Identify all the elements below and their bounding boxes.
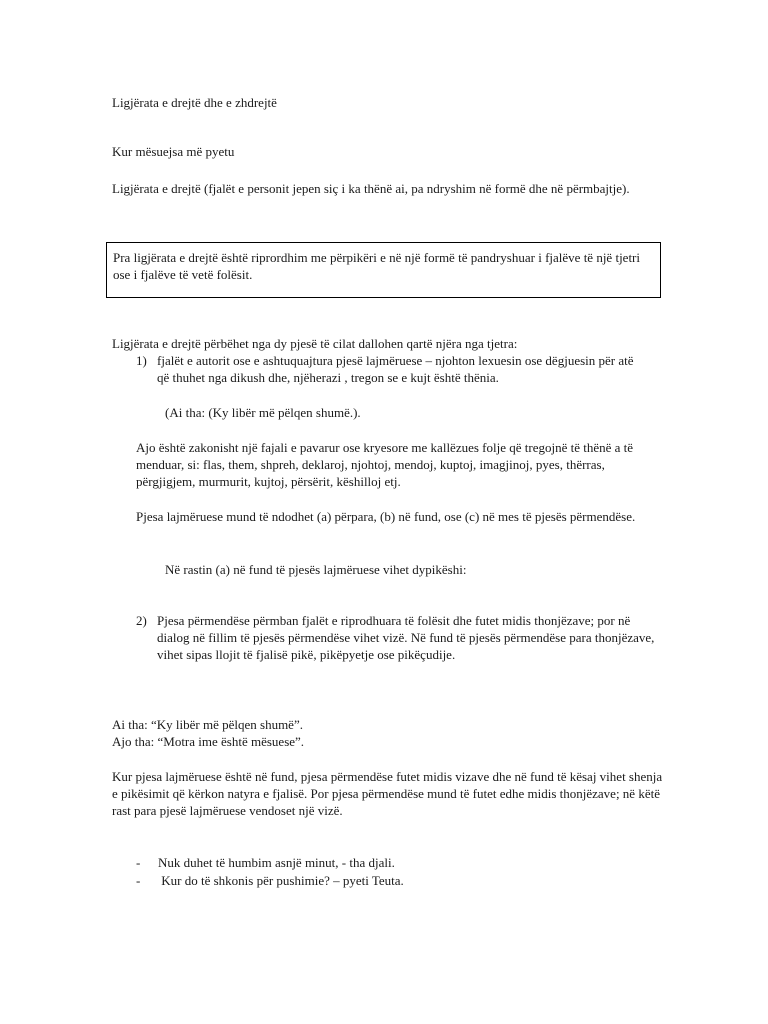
usage-paragraph: Ajo është zakonisht një fajali e pavarur ose kryesore me kallëzues folje që tregojnë të thënë a të menduar, si: flas, them, shpreh, deklaroj, njohtoj, mendoj, kuptoj, imagjinoj, pyes, thërras, përgjigjem, murmurit, kujtoj, përsërit, këshilloj etj. — [136, 440, 634, 489]
boxed-note — [106, 242, 661, 298]
dialog-line-2: Kur do të shkonis për pushimie? – pyeti Teuta. — [158, 873, 404, 888]
end-paragraph: Kur pjesa lajmëruese është në fund, pjesa përmendëse futet midis vizave dhe në fund të kësaj vihet shenja e pikësimit që kërkon natyra e fjalisë. Por pjesa përmendëse mund të futet edhe midis thonjëzave; në këtë rast para pjesë lajmëruese vendoset një vizë. — [112, 769, 663, 818]
item-1-example: (Ai tha: (Ky libër më pëlqen shumë.). — [165, 405, 361, 420]
dialog-dash-1: - — [136, 855, 141, 870]
dialog-line-1: Nuk duhet të humbim asnjë minut, - tha djali. — [158, 855, 395, 870]
item-1-number: 1) — [136, 353, 147, 368]
example-line-1: Ai tha: “Ky libër më pëlqen shumë”. — [112, 717, 303, 732]
document-subtitle: Kur mësuejsa më pyetu — [112, 144, 235, 159]
example-line-2: Ajo tha: “Motra ime është mësuese”. — [112, 734, 305, 749]
boxed-note-text: Pra ligjërata e drejtë është riprordhim me përpikëri e në një formë të pandryshuar i fjalëve të një tjetri ose i fjalëve të vetë folësit. — [113, 250, 641, 282]
position-paragraph: Pjesa lajmëruese mund të ndodhet (a) përpara, (b) në fund, ose (c) në mes të pjesës përmendëse. — [136, 509, 636, 524]
parts-intro: Ligjërata e drejtë përbëhet nga dy pjesë të cilat dallohen qartë njëra nga tjetra: — [112, 336, 518, 351]
document-title: Ligjërata e drejtë dhe e zhdrejtë — [112, 95, 277, 110]
item-2-text: Pjesa përmendëse përmban fjalët e riprodhuara të folësit dhe futet midis thonjëzave; por në dialog në fillim të pjesës përmendëse vihet vizë. Në fund të pjesës përmendëse para thonjëzave, vihet sipas llojit të fjalisë pikë, pikëpyetje ose pikëçudije. — [157, 613, 655, 662]
item-1-text: fjalët e autorit ose e ashtuquajtura pjesë lajmëruese – njohton lexuesin ose dëgjuesin për atë që thuhet nga dikush dhe, njëherazi , tregon se e kujt është thënia. — [157, 353, 634, 385]
dialog-dash-2: - — [136, 873, 141, 888]
case-a-text: Në rastin (a) në fund të pjesës lajmëruese vihet dypikëshi: — [165, 562, 467, 577]
item-2-number: 2) — [136, 613, 147, 628]
definition-paragraph: Ligjërata e drejtë (fjalët e personit jepen siç i ka thënë ai, pa ndryshim në formë dhe në përmbajtje). — [112, 181, 630, 196]
